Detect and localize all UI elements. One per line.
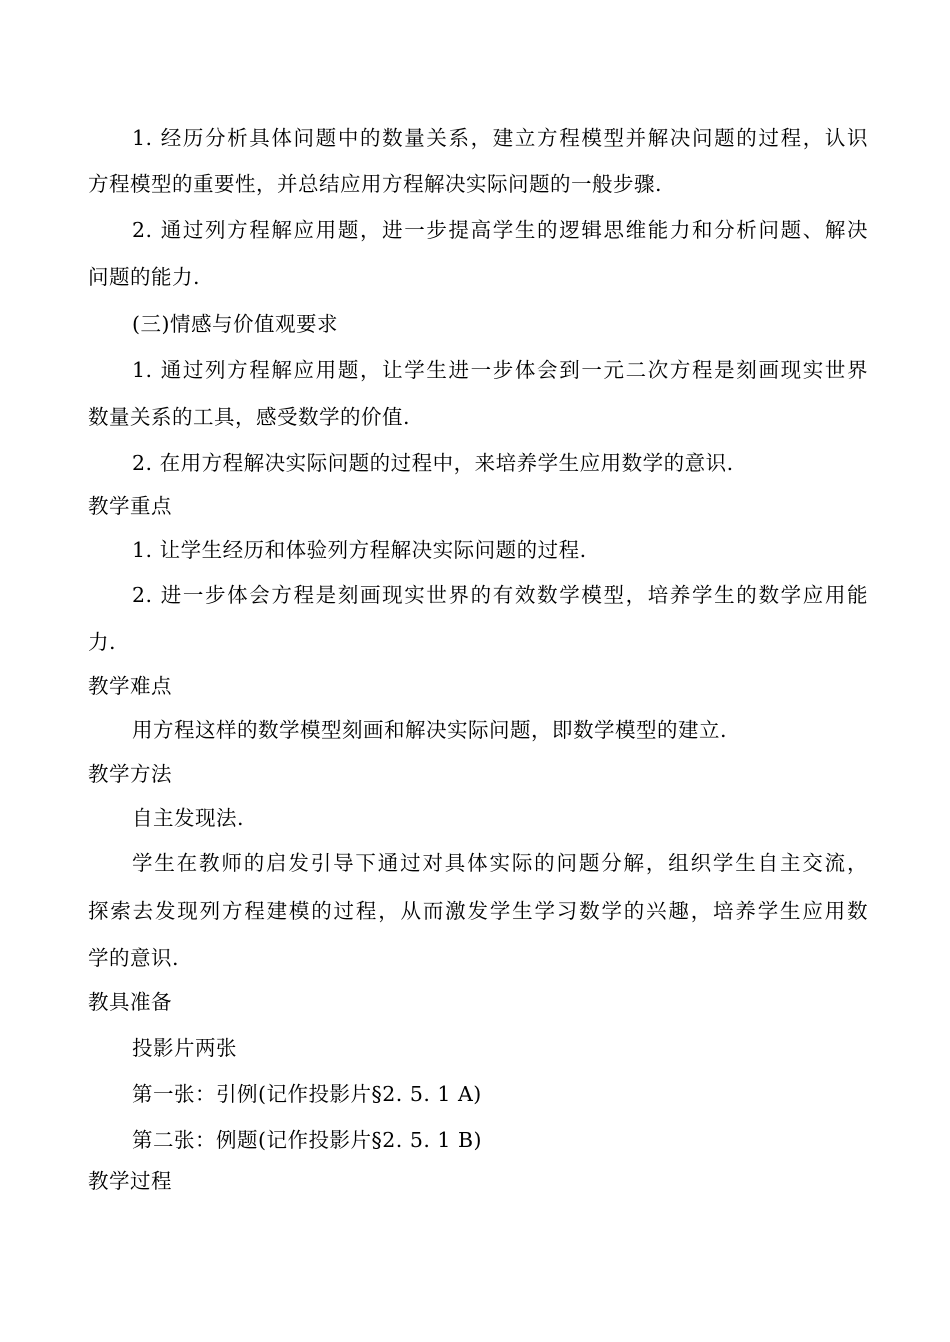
emotion-goal-1-line-2: 数量关系的工具，感受数学的价值.	[88, 405, 411, 429]
objective-2-line-2: 问题的能力.	[88, 265, 201, 289]
objective-1-line-1: 1. 经历分析具体问题中的数量关系，建立方程模型并解决问题的过程，认识	[132, 126, 868, 150]
emotion-goal-1-line-1: 1. 通过列方程解应用题，让学生进一步体会到一元二次方程是刻画现实世界	[132, 358, 868, 382]
focus-item-2-line-1: 2. 进一步体会方程是刻画现实世界的有效数学模型，培养学生的数学应用能	[132, 583, 868, 607]
focus-item-1: 1. 让学生经历和体验列方程解决实际问题的过程.	[132, 538, 587, 562]
aids-slide-2: 第二张：例题(记作投影片§2. 5. 1 B)	[132, 1128, 483, 1152]
heading-teaching-method: 教学方法	[88, 762, 172, 786]
method-description-line-3: 学的意识.	[88, 946, 180, 970]
method-name: 自主发现法.	[132, 806, 245, 830]
heading-teaching-focus: 教学重点	[88, 494, 172, 518]
emotion-goal-2: 2. 在用方程解决实际问题的过程中，来培养学生应用数学的意识.	[132, 451, 734, 475]
method-description-line-2: 探索去发现列方程建模的过程，从而激发学生学习数学的兴趣，培养学生应用数	[88, 899, 868, 923]
heading-teaching-process: 教学过程	[88, 1169, 172, 1193]
objective-1-line-2: 方程模型的重要性，并总结应用方程解决实际问题的一般步骤.	[88, 172, 663, 196]
focus-item-2-line-2: 力.	[88, 630, 117, 654]
difficulty-item: 用方程这样的数学模型刻画和解决实际问题，即数学模型的建立.	[132, 718, 728, 742]
section-heading-emotion-values: (三)情感与价值观要求	[132, 312, 338, 336]
method-description-line-1: 学生在教师的启发引导下通过对具体实际的问题分解，组织学生自主交流，	[132, 851, 868, 875]
aids-summary: 投影片两张	[132, 1036, 237, 1060]
heading-teaching-difficulty: 教学难点	[88, 674, 172, 698]
aids-slide-1: 第一张：引例(记作投影片§2. 5. 1 A)	[132, 1082, 482, 1106]
objective-2-line-1: 2. 通过列方程解应用题，进一步提高学生的逻辑思维能力和分析问题、解决	[132, 218, 868, 242]
heading-teaching-aids: 教具准备	[88, 990, 172, 1014]
